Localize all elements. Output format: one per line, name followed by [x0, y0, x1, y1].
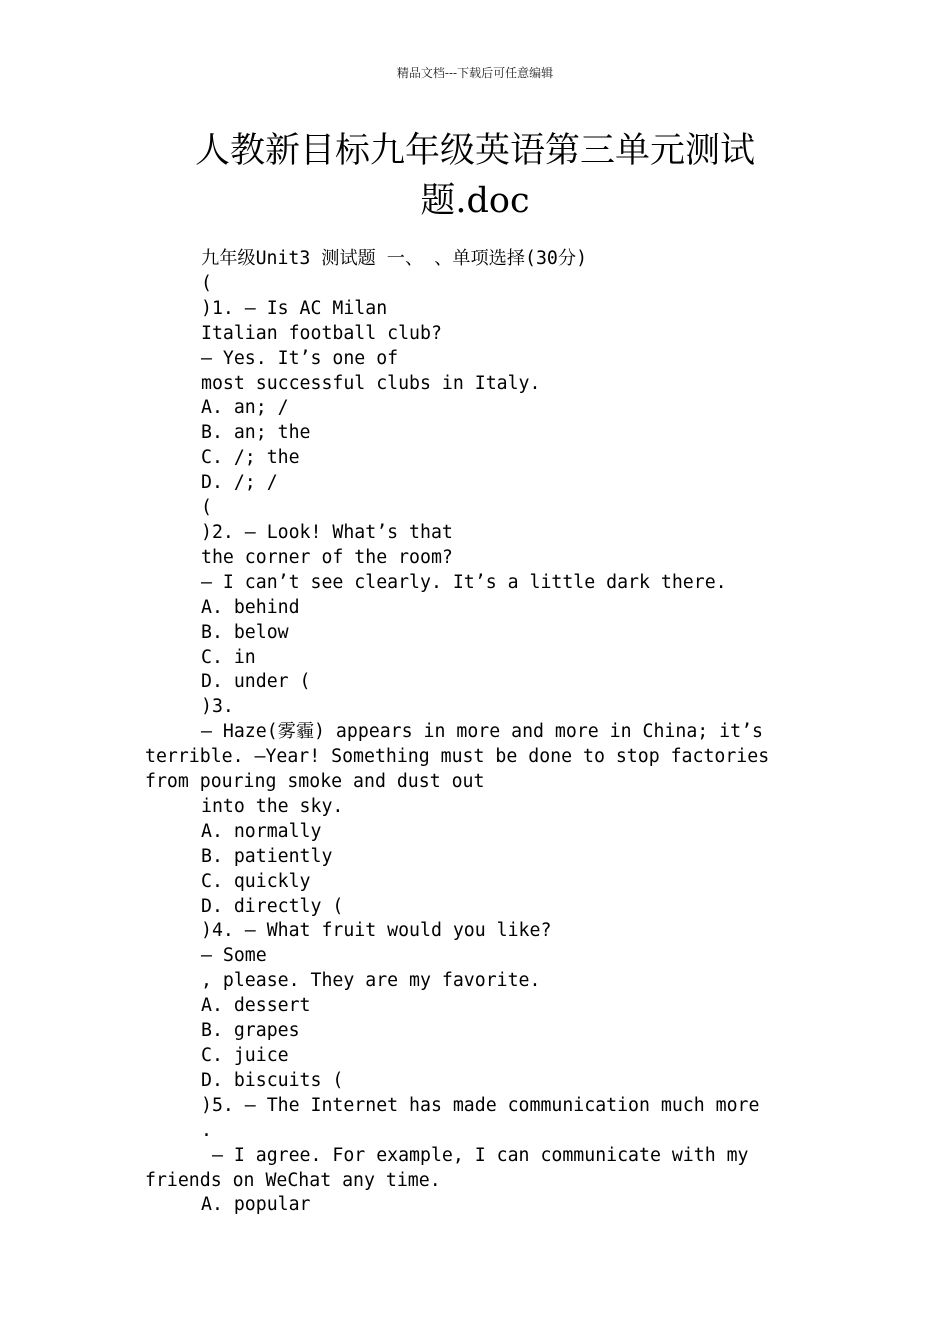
text-line: C. quickly [201, 870, 311, 892]
text-line: D. /; / [201, 472, 278, 494]
text-line: A. normally [201, 820, 322, 842]
text-line: — Haze(雾霾) appears in more and more in China; it’s [201, 721, 763, 743]
text-line: ( [201, 272, 212, 294]
text-line: A. an; / [201, 397, 289, 419]
text-line: B. an; the [201, 422, 311, 444]
text-line: D. directly ( [201, 895, 344, 917]
text-line: 九年级Unit3 测试题 一、 、单项选择(30分) [201, 248, 588, 269]
document-title [0, 126, 950, 226]
page-header: 精品文档---下载后可任意编辑 [396, 66, 554, 80]
title-line-2: 题.doc [420, 181, 530, 221]
text-line: — I can’t see clearly. It’s a little dark there. [201, 571, 727, 593]
text-line: A. behind [201, 596, 300, 618]
text-line: into the sky. [201, 795, 344, 817]
text-line: — Some [201, 945, 267, 967]
text-line: most successful clubs in Italy. [201, 372, 541, 394]
text-line: the corner of the room? [201, 546, 453, 568]
text-line: )5. — The Internet has made communication much more [201, 1094, 760, 1116]
text-line: A. dessert [201, 995, 311, 1017]
text-line: A. popular [201, 1194, 311, 1216]
text-line: . [201, 1119, 212, 1141]
text-line: C. /; the [201, 447, 300, 469]
text-line: friends on WeChat any time. [145, 1169, 441, 1191]
text-line: )2. — Look! What’s that [201, 521, 453, 543]
text-line: D. under ( [201, 671, 311, 693]
text-line: from pouring smoke and dust out [145, 771, 485, 793]
text-line: B. patiently [201, 845, 333, 867]
text-line: )3. [201, 696, 234, 718]
text-line: B. grapes [201, 1020, 300, 1042]
text-line: B. below [201, 621, 289, 643]
text-line: Italian football club? [201, 322, 442, 344]
document-body [145, 247, 825, 1218]
text-line: — I agree. For example, I can communicate with my [201, 1144, 749, 1166]
text-line: D. biscuits ( [201, 1069, 344, 1091]
text-line: , please. They are my favorite. [201, 970, 541, 992]
text-line: ( [201, 497, 212, 519]
text-line: — Yes. It’s one of [201, 347, 399, 369]
text-line: )4. — What fruit would you like? [201, 920, 552, 942]
text-line: C. juice [201, 1045, 289, 1066]
text-line: terrible. —Year! Something must be done to stop factories [145, 746, 770, 768]
text-line: C. in [201, 646, 256, 668]
text-line: )1. — Is AC Milan [201, 297, 388, 319]
title-line-1: 人教新目标九年级英语第三单元测试 [194, 131, 755, 171]
